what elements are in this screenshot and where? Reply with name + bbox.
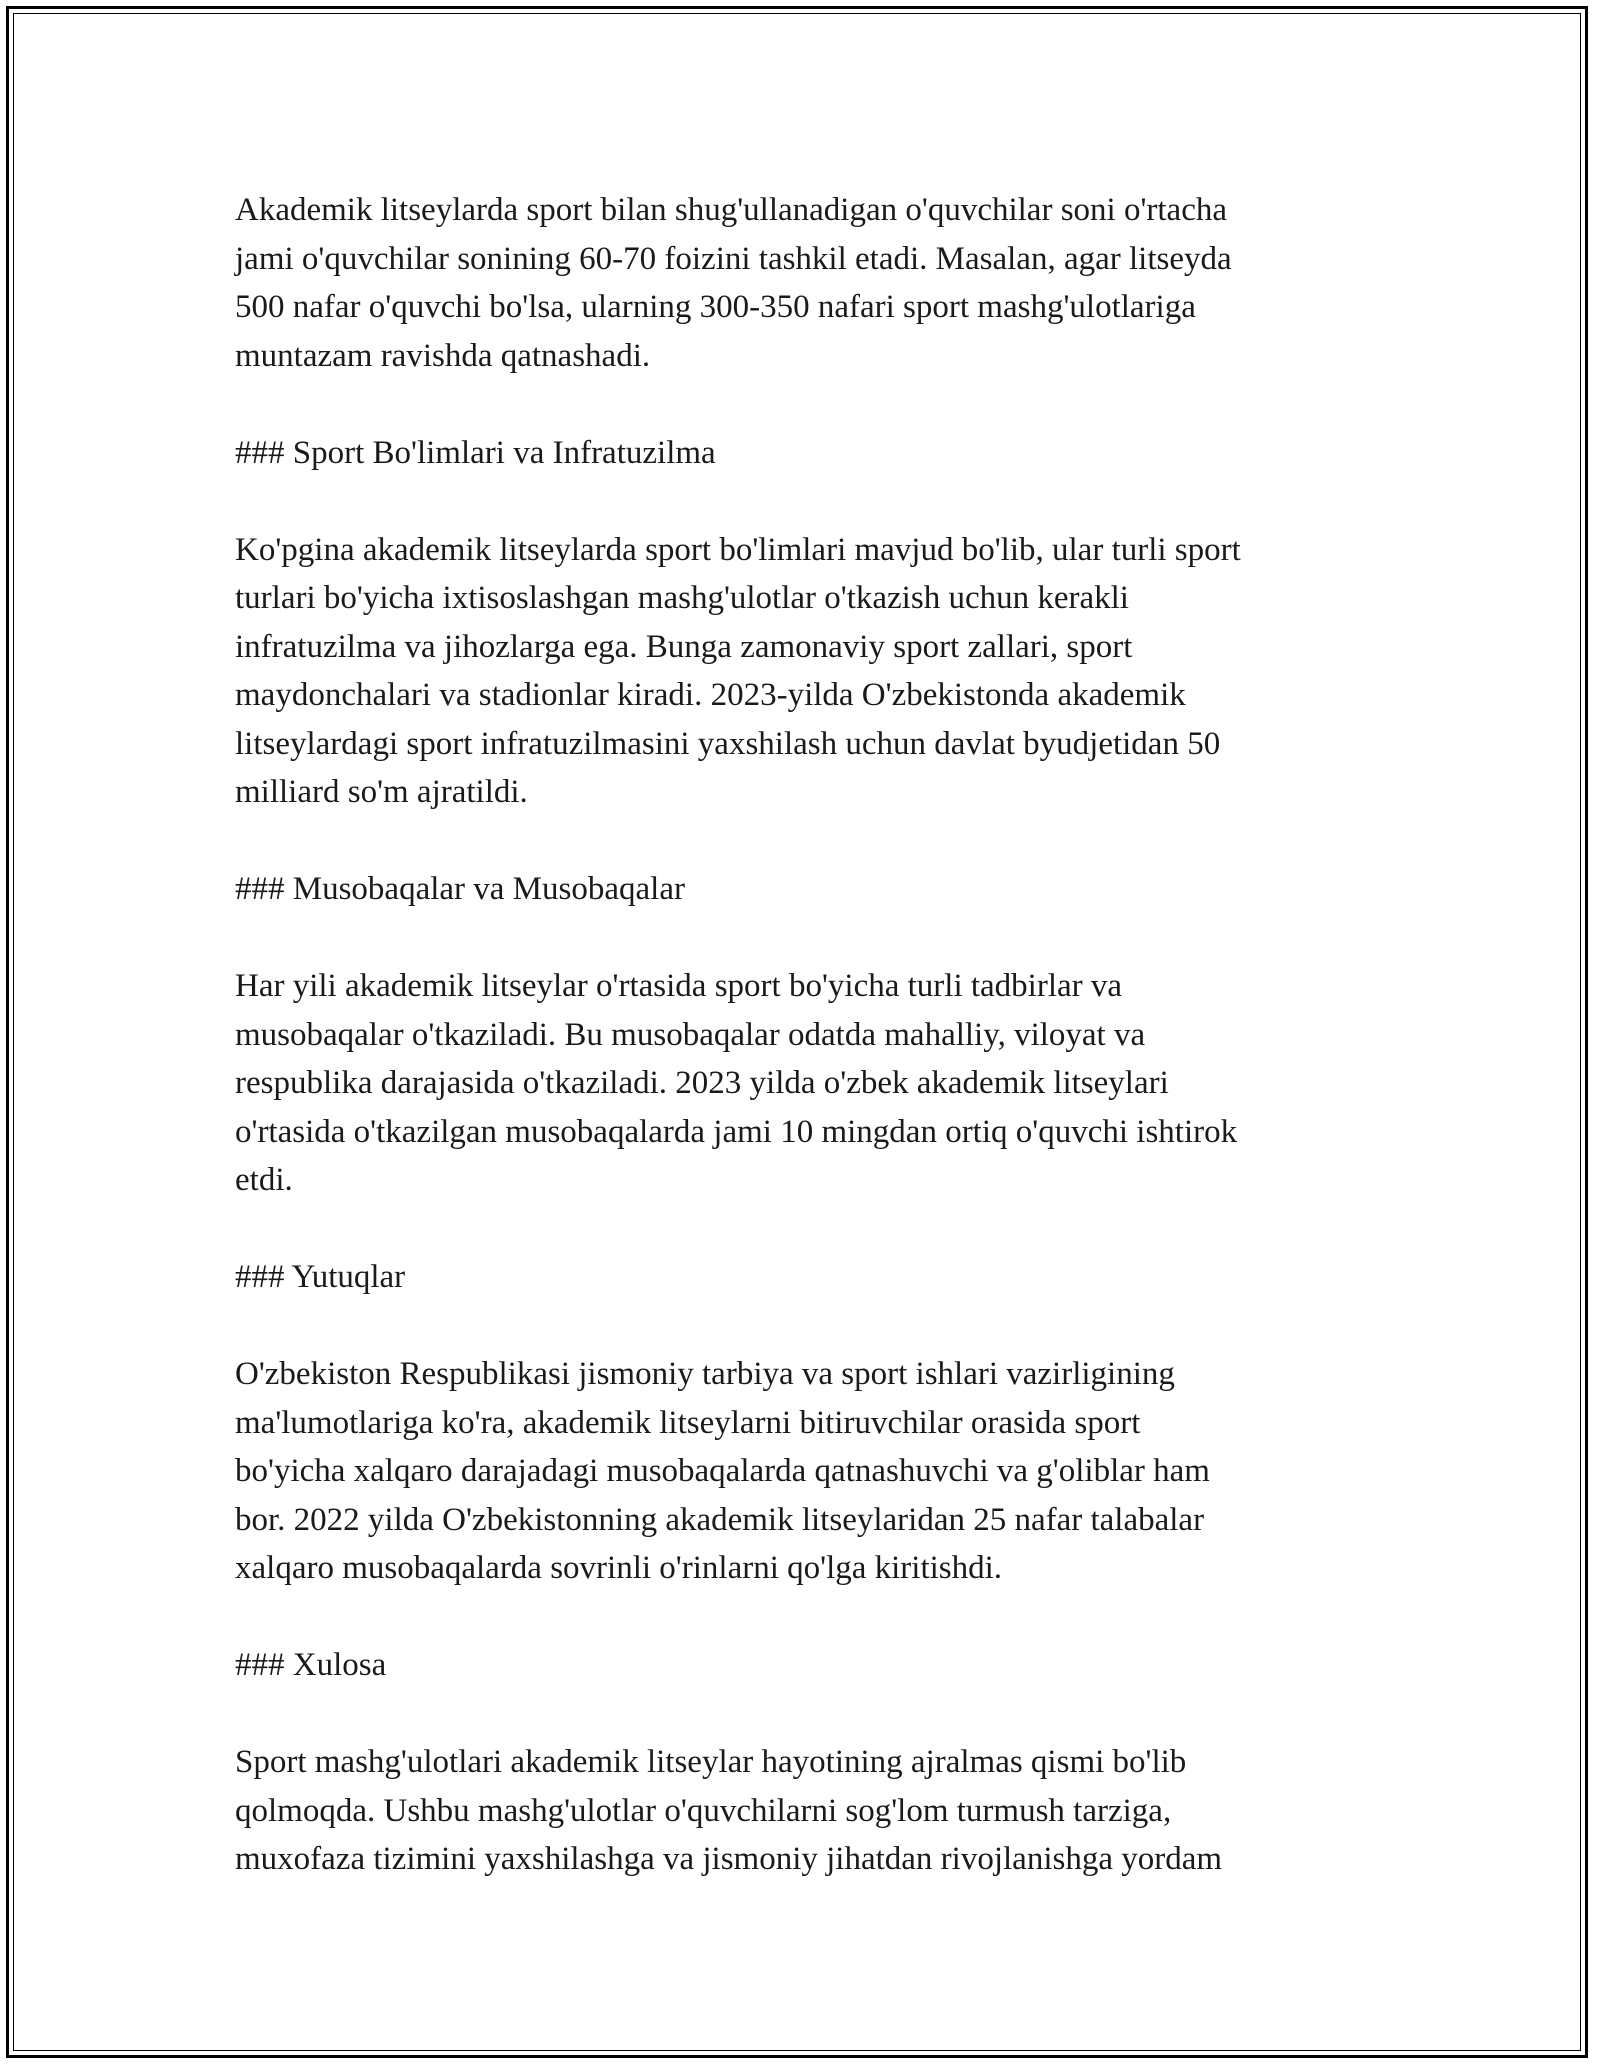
text-line: turlari bo'yicha ixtisoslashgan mashg'ulotlar o'tkazish uchun kerakli bbox=[235, 580, 1129, 616]
text-line: xalqaro musobaqalarda sovrinli o'rinlarni qo'lga kiritishdi. bbox=[235, 1550, 1003, 1586]
heading-text: ### Yutuqlar bbox=[235, 1259, 406, 1295]
heading-conclusion bbox=[235, 1641, 1375, 1690]
paragraph-competitions bbox=[235, 962, 1375, 1205]
heading-achievements bbox=[235, 1253, 1375, 1302]
document-body bbox=[235, 186, 1375, 1932]
paragraph-achievements bbox=[235, 1350, 1375, 1593]
text-line: ma'lumotlariga ko'ra, akademik litseylarni bitiruvchilar orasida sport bbox=[235, 1404, 1141, 1441]
text-line: milliard so'm ajratildi. bbox=[235, 774, 528, 810]
text-line: respublika darajasida o'tkaziladi. 2023 yilda o'zbek akademik litseylari bbox=[235, 1065, 1169, 1101]
heading-competitions bbox=[235, 865, 1375, 914]
paragraph-conclusion bbox=[235, 1738, 1375, 1884]
text-line: Ko'pgina akademik litseylarda sport bo'limlari mavjud bo'lib, ular turli sport bbox=[235, 531, 1241, 568]
heading-sport-sections bbox=[235, 429, 1375, 478]
text-line: musobaqalar o'tkaziladi. Bu musobaqalar odatda mahalliy, viloyat va bbox=[235, 1016, 1146, 1053]
text-line: o'rtasida o'tkazilgan musobaqalarda jami 10 mingdan ortiq o'quvchi ishtirok bbox=[235, 1113, 1238, 1150]
paragraph-sport-participation bbox=[235, 186, 1375, 380]
text-line: O'zbekiston Respublikasi jismoniy tarbiya va sport ishlari vazirligining bbox=[235, 1356, 1175, 1392]
text-line: litseylardagi sport infratuzilmasini yaxshilash uchun davlat byudjetidan 50 bbox=[235, 725, 1221, 762]
text-line: 500 nafar o'quvchi bo'lsa, ularning 300-350 nafari sport mashg'ulotlariga bbox=[235, 289, 1196, 325]
text-line: jami o'quvchilar sonining 60-70 foizini tashkil etadi. Masalan, agar litseyda bbox=[235, 240, 1232, 277]
text-line: Sport mashg'ulotlari akademik litseylar hayotining ajralmas qismi bo'lib bbox=[235, 1744, 1187, 1780]
text-line: bor. 2022 yilda O'zbekistonning akademik litseylaridan 25 nafar talabalar bbox=[235, 1501, 1205, 1538]
paragraph-infrastructure bbox=[235, 526, 1375, 817]
text-line: Har yili akademik litseylar o'rtasida sport bo'yicha turli tadbirlar va bbox=[235, 968, 1123, 1004]
text-line: etdi. bbox=[235, 1162, 293, 1198]
text-line: muxofaza tizimini yaxshilashga va jismoniy jihatdan rivojlanishga yordam bbox=[235, 1841, 1223, 1877]
text-line: maydonchalari va stadionlar kiradi. 2023-yilda O'zbekistonda akademik bbox=[235, 677, 1186, 713]
text-line: bo'yicha xalqaro darajadagi musobaqalarda qatnashuvchi va g'oliblar ham bbox=[235, 1453, 1210, 1489]
text-line: qolmoqda. Ushbu mashg'ulotlar o'quvchilarni sog'lom turmush tarziga, bbox=[235, 1792, 1172, 1829]
text-line: Akademik litseylarda sport bilan shug'ullanadigan o'quvchilar soni o'rtacha bbox=[235, 192, 1227, 228]
heading-text: ### Xulosa bbox=[235, 1647, 387, 1683]
heading-text: ### Musobaqalar va Musobaqalar bbox=[235, 871, 685, 907]
heading-text: ### Sport Bo'limlari va Infratuzilma bbox=[235, 434, 716, 471]
text-line: infratuzilma va jihozlarga ega. Bunga zamonaviy sport zallari, sport bbox=[235, 628, 1133, 665]
text-line: muntazam ravishda qatnashadi. bbox=[235, 337, 651, 374]
